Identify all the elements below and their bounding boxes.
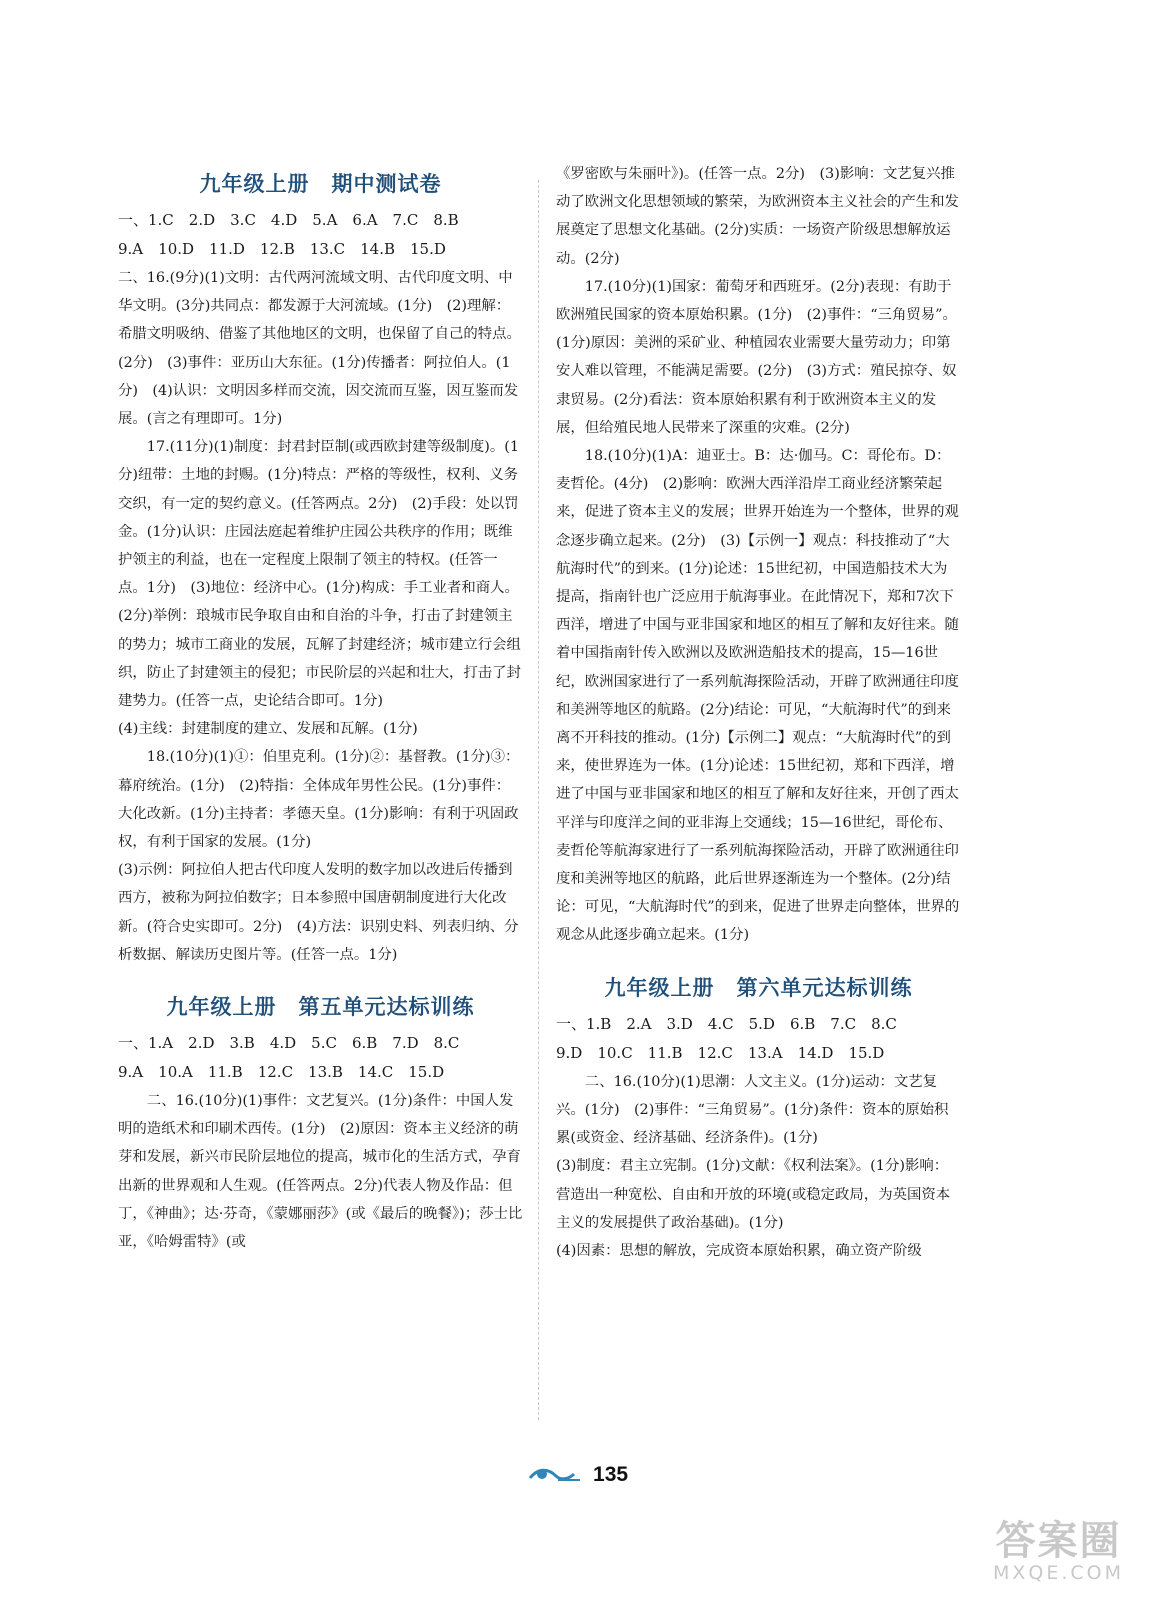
left-column <box>118 150 523 1256</box>
bird-ornament-icon <box>528 1462 584 1488</box>
unit5-q16-continued: 《罗密欧与朱丽叶》)。(任答一点。2分) (3)影响：文艺复兴推动了欧洲文化思想领域的繁荣，为欧洲资本主义社会的产生和发展奠定了思想文化基础。(2分)实质：一场资产阶级思想解放运动。(2分) <box>556 166 959 267</box>
midterm-q18: 18.(10分)(1)①：伯里克利。(1分)②：基督教。(1分)③：幕府统治。(1分) (2)特指：全体成年男性公民。(1分)事件：大化改新。(1分)主持者：孝德天皇。(1分)影响：有利于巩固政权，有利于国家的发展。(1分) <box>118 749 520 851</box>
midterm-choice-answers-2: 9.A 10.D 11.D 12.B 13.C 14.B 15.D <box>118 240 446 258</box>
page-number: 135 <box>593 1463 629 1486</box>
unit5-q16: 二、16.(10分)(1)事件：文艺复兴。(1分)条件：中国人发明的造纸术和印刷术西传。(1分) (2)原因：资本主义经济的萌芽和发展，新兴市民阶层地位的提高，城市化的生活方式，孕育出新的世界观和人生观。(任答两点。2分)代表人物及作品：但丁，《神曲》；达·芬奇，《蒙娜丽莎》(或《最后的晚餐》)；莎士比亚，《哈姆雷特》(或 <box>118 1093 523 1251</box>
unit6-q16-part3: (3)制度：君主立宪制。(1分)文献：《权利法案》。(1分)影响：营造出一种宽松、自由和开放的环境(或稳定政局，为英国资本主义的发展提供了政治基础)。(1分) <box>556 1158 951 1231</box>
column-divider <box>538 180 539 1420</box>
midterm-q16: 二、16.(9分)(1)文明：古代两河流域文明、古代印度文明、中华文明。(3分)共同点：都发源于大河流域。(1分) (2)理解：希腊文明吸纳、借鉴了其他地区的文明，也保留了自己的特点。(2分) (3)事件：亚历山大东征。(1分)传播者：阿拉伯人。(1分) (4)认识：文明因多样而交流，因交流而互鉴，因互鉴而发展。(言之有理即可。1分) <box>118 270 521 428</box>
unit5-title: 九年级上册 第五单元达标训练 <box>166 994 475 1020</box>
watermark-site: MXQE.COM <box>992 1562 1124 1584</box>
page-footer <box>0 1462 1156 1488</box>
unit5-choice-answers-2: 9.A 10.A 11.B 12.C 13.B 14.C 15.D <box>118 1063 445 1082</box>
midterm-q18-part3: (3)示例：阿拉伯人把古代印度人发明的数字加以改进后传播到西方，被称为阿拉伯数字；日本参照中国唐朝制度进行大化改新。(符合史实即可。2分) (4)方法：识别史料、列表归纳、分析数据、解读历史图片等。(任答一点。1分) <box>118 862 519 963</box>
midterm-choice-answers-1: 一、1.C 2.D 3.C 4.D 5.A 6.A 7.C 8.B <box>118 211 459 229</box>
unit6-title: 九年级上册 第六单元达标训练 <box>604 974 913 1000</box>
unit5-choice-answers-1: 一、1.A 2.D 3.B 4.D 5.C 6.B 7.D 8.C <box>118 1034 460 1053</box>
right-column <box>556 160 961 1265</box>
unit5-q17: 17.(10分)(1)国家：葡萄牙和西班牙。(2分)表现：有助于欧洲殖民国家的资本原始积累。(1分) (2)事件：“三角贸易”。(1分)原因：美洲的采矿业、种植园农业需要大量劳动力；印第安人难以管理，不能满足需要。(2分) (3)方式：殖民掠夺、奴隶贸易。(2分)看法：资本原始积累有利于欧洲资本主义的发展，但给殖民地人民带来了深重的灾难。(2分) <box>556 278 957 436</box>
unit6-choice-answers-2: 9.D 10.C 11.B 12.C 13.A 14.D 15.D <box>556 1043 885 1062</box>
midterm-title: 九年级上册 期中测试卷 <box>199 171 442 196</box>
unit6-choice-answers-1: 一、1.B 2.A 3.D 4.C 5.D 6.B 7.C 8.C <box>556 1014 897 1033</box>
unit5-q18: 18.(10分)(1)A：迪亚士。B：达·伽马。C：哥伦布。D：麦哲伦。(4分) (2)影响：欧洲大西洋沿岸工商业经济繁荣起来，促进了资本主义的发展；世界开始连为一个整体，世界的观念逐步确立起来。(2分) (3)【示例一】观点：科技推动了“大航海时代”的到来。(1分)论述：15世纪初，中国造船技术大为提高，指南针也广泛应用于航海事业。在此情况下，郑和7次下西洋，增进了中国与亚非国家和地区的相互了解和友好往来。随着中国指南针传入欧洲以及欧洲造船技术的提高，15—16世纪，欧洲国家进行了一系列航海探险活动，开辟了欧洲通往印度和美洲等地区的航路。(2分)结论：可见，“大航海时代”的到来离不开科技的推动。(1分)【示例二】观点：“大航海时代”的到来，使世界连为一体。(1分)论述：15世纪初，郑和下西洋，增进了中国与亚非国家和地区的相互了解和友好往来，开创了西太平洋与印度洋之间的亚非海上交通线；15—16世纪，哥伦布、麦哲伦等航海家进行了一系列航海探险活动，开辟了欧洲通往印度和美洲等地区的航路，此后世界逐渐连为一个整体。(2分)结论：可见，“大航海时代”的到来，促进了世界走向整体，世界的观念从此逐步确立起来。(1分) <box>556 448 960 944</box>
unit6-q16-part4: (4)因素：思想的解放，完成资本原始积累，确立资产阶级 <box>556 1242 922 1259</box>
midterm-q17: 17.(11分)(1)制度：封君封臣制(或西欧封建等级制度)。(1分)纽带：土地的封赐。(1分)特点：严格的等级性，权利、义务交织，有一定的契约意义。(任答两点。2分) (2)手段：处以罚金。(1分)认识：庄园法庭起着维护庄园公共秩序的作用；既维护领主的利益，也在一定程度上限制了领主的特权。(任答一点。1分) (3)地位：经济中心。(1分)构成：手工业者和商人。(2分)举例：琅城市民争取自由和自治的斗争，打击了封建领主的势力；城市工商业的发展，瓦解了封建经济；城市建立行会组织，防止了封建领主的侵犯；市民阶层的兴起和壮大，打击了封建势力。(任答一点，史论结合即可。1分) <box>118 439 521 710</box>
watermark-logo: 答案圈 <box>995 1518 1122 1564</box>
midterm-q17-part4: (4)主线：封建制度的建立、发展和瓦解。(1分) <box>118 721 418 738</box>
unit6-q16: 二、16.(10分)(1)思潮：人文主义。(1分)运动：文艺复兴。(1分) (2)事件：“三角贸易”。(1分)条件：资本的原始积累(或资金、经济基础、经济条件)。(1分) <box>556 1073 949 1147</box>
watermark <box>993 1520 1124 1584</box>
